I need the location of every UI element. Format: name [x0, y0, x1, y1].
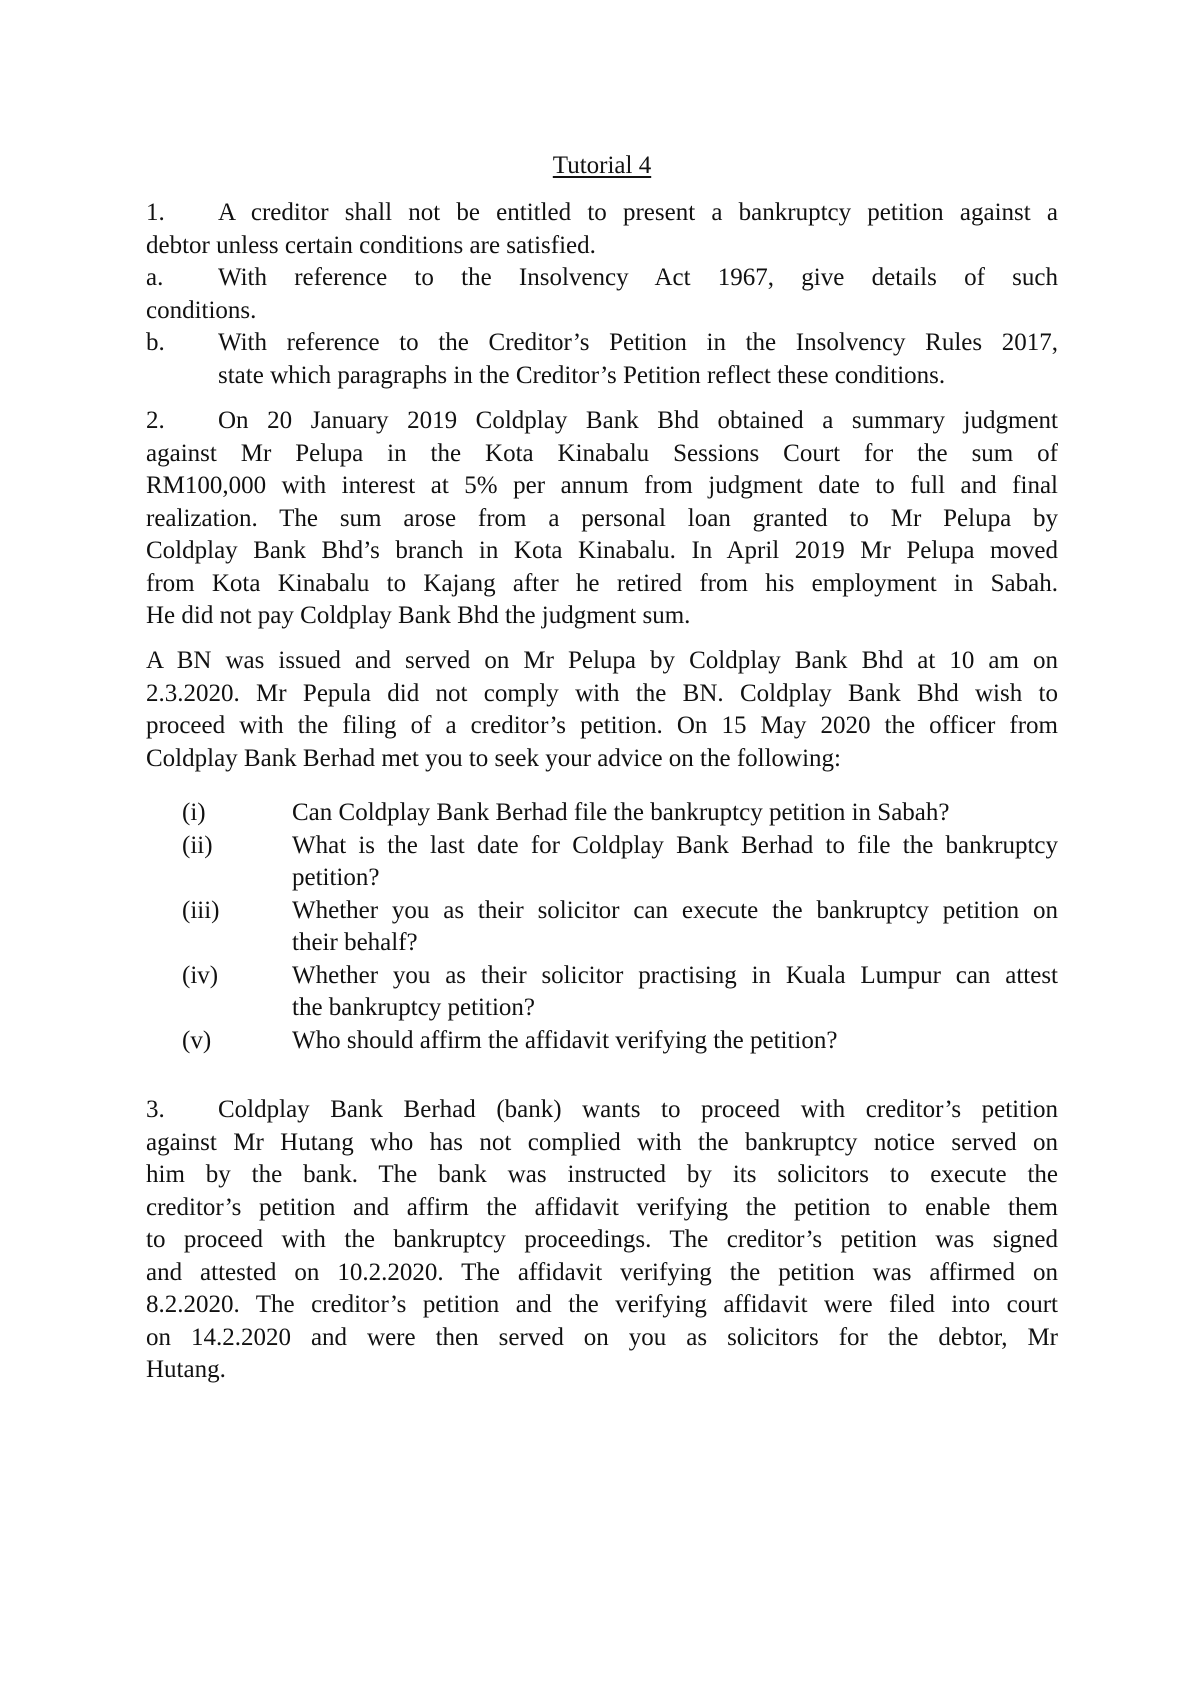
sub-question-label: (iii)	[182, 896, 220, 924]
q2-p1-line: realization. The sum arose from a personal loan granted to Mr Pelupa by	[146, 504, 1058, 532]
sub-question-label: (ii)	[182, 831, 213, 859]
sub-question-i	[182, 797, 1058, 830]
q2-p2-line: 2.3.2020. Mr Pepula did not comply with the BN. Coldplay Bank Bhd wish to	[146, 679, 1058, 707]
q3-line: creditor’s petition and affirm the affidavit verifying the petition to enable them	[146, 1193, 1058, 1221]
question-2-sub-questions	[146, 797, 1058, 1057]
q1-b-line-1: b. With reference to the Creditor’s Petition in the Insolvency Rules 2017,	[146, 327, 1058, 360]
question-1	[146, 197, 1058, 392]
sub-question-v	[182, 1025, 1058, 1058]
q1-line-1: 1. A creditor shall not be entitled to present a bankruptcy petition against a	[146, 197, 1058, 230]
q2-p1-line: RM100,000 with interest at 5% per annum from judgment date to full and final	[146, 472, 1058, 499]
question-2-paragraph-2	[146, 645, 1058, 775]
q1-number: 1.	[146, 199, 165, 226]
q3-line: Hutang.	[146, 1356, 226, 1383]
q2-p1-line: He did not pay Coldplay Bank Bhd the judgment sum.	[146, 602, 691, 629]
sub-question-text: Who should affirm the affidavit verifying the petition?	[292, 1026, 838, 1054]
q2-p1-line: against Mr Pelupa in the Kota Kinabalu Sessions Court for the sum of	[146, 439, 1058, 467]
sub-question-text: Can Coldplay Bank Berhad file the bankruptcy petition in Sabah?	[292, 799, 950, 826]
sub-question-iv	[182, 960, 1058, 1025]
q1-a-line-2: conditions.	[146, 296, 257, 324]
sub-question-text: Whether you as their solicitor can execute the bankruptcy petition on	[292, 896, 1058, 924]
q2-number: 2.	[146, 407, 165, 434]
q1-b-line-2: state which paragraphs in the Creditor’s Petition reflect these conditions.	[218, 361, 946, 389]
q3-number: 3.	[146, 1096, 165, 1123]
sub-question-ii	[182, 830, 1058, 895]
q3-line: 3. Coldplay Bank Berhad (bank) wants to proceed with creditor’s petition	[146, 1094, 1058, 1127]
page-title	[146, 150, 1058, 183]
q2-p1-line: 2. On 20 January 2019 Coldplay Bank Bhd obtained a summary judgment	[146, 405, 1058, 438]
q1-line-2: debtor unless certain conditions are satisfied.	[146, 231, 596, 259]
q2-p1-line: from Kota Kinabalu to Kajang after he retired from his employment in Sabah.	[146, 569, 1058, 597]
q3-line: on 14.2.2020 and were then served on you as solicitors for the debtor, Mr	[146, 1323, 1058, 1351]
sub-question-label: (i)	[182, 799, 206, 826]
sub-question-text: Whether you as their solicitor practising in Kuala Lumpur can attest	[292, 961, 1058, 989]
title-text: Tutorial 4	[552, 152, 652, 179]
q3-line: against Mr Hutang who has not complied with the bankruptcy notice served on	[146, 1128, 1058, 1156]
q3-line: and attested on 10.2.2020. The affidavit verifying the petition was affirmed on	[146, 1258, 1058, 1286]
q1-b-label: b.	[146, 329, 165, 356]
question-2-paragraph-1	[146, 405, 1058, 633]
sub-question-text: their behalf?	[292, 929, 418, 956]
q3-line: him by the bank. The bank was instructed by its solicitors to execute the	[146, 1161, 1058, 1188]
q2-p1-line: Coldplay Bank Bhd’s branch in Kota Kinabalu. In April 2019 Mr Pelupa moved	[146, 537, 1058, 564]
question-3	[146, 1094, 1058, 1387]
sub-question-text: What is the last date for Coldplay Bank Berhad to file the bankruptcy	[292, 831, 1058, 859]
q1-a-line-1: a. With reference to the Insolvency Act 1967, give details of such	[146, 262, 1058, 295]
sub-question-text: the bankruptcy petition?	[292, 994, 535, 1021]
sub-question-text: petition?	[292, 864, 380, 891]
sub-question-label: (iv)	[182, 961, 219, 989]
sub-question-iii	[182, 895, 1058, 960]
q2-p2-line: A BN was issued and served on Mr Pelupa by Coldplay Bank Bhd at 10 am on	[146, 647, 1058, 674]
q2-p2-line: Coldplay Bank Berhad met you to seek your advice on the following:	[146, 744, 841, 772]
q1-a-label: a.	[146, 264, 164, 291]
sub-question-label: (v)	[182, 1026, 212, 1054]
q2-p2-line: proceed with the filing of a creditor’s petition. On 15 May 2020 the officer from	[146, 712, 1058, 739]
q3-line: to proceed with the bankruptcy proceedings. The creditor’s petition was signed	[146, 1226, 1058, 1253]
q3-line: 8.2.2020. The creditor’s petition and the verifying affidavit were filed into court	[146, 1291, 1058, 1318]
